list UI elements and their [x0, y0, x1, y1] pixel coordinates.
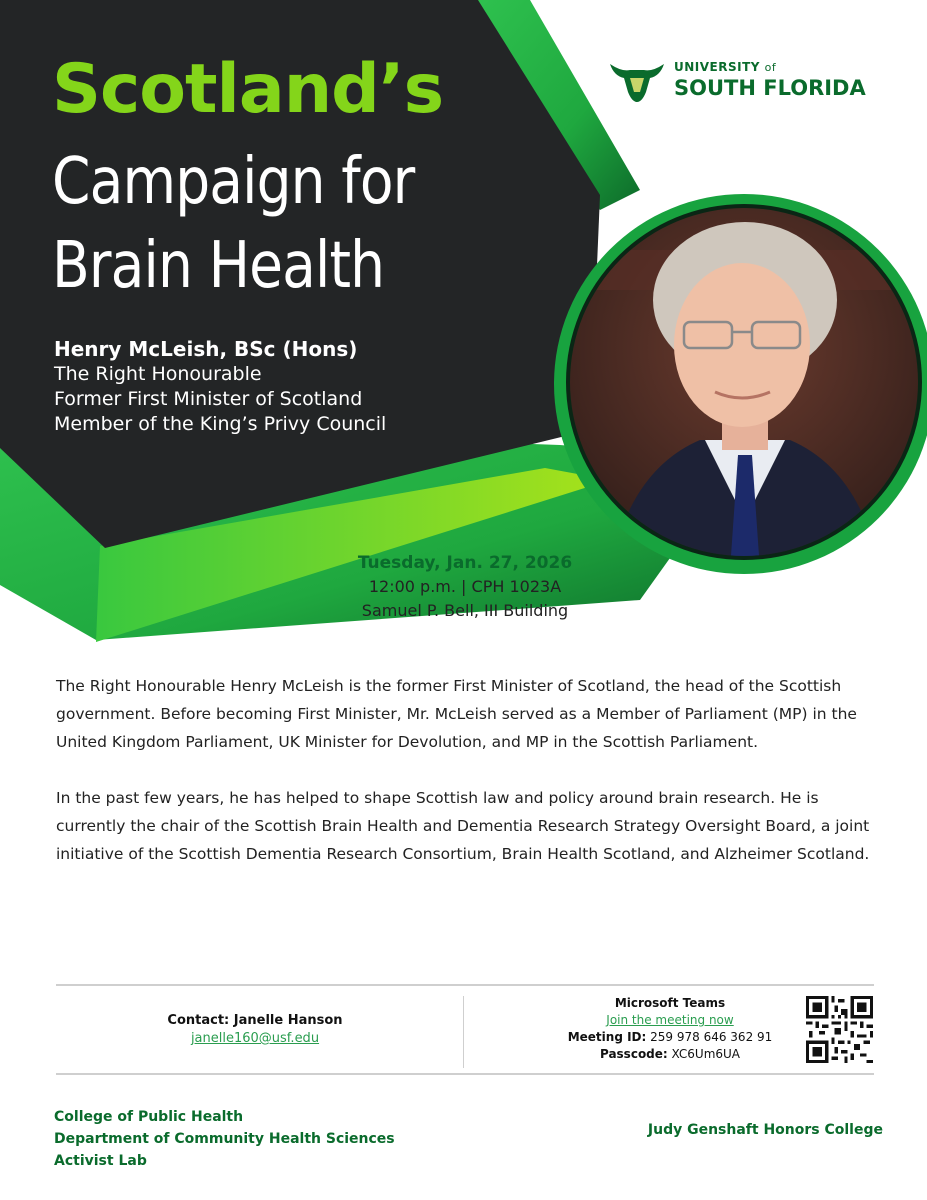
- footer-departments: [54, 1106, 395, 1172]
- bio-paragraph-1: The Right Honourable Henry McLeish is the former First Minister of Scotland, the head of the Scottish government. Before becoming First Minister, Mr. McLeish served as a Member of Parliament (MP) in the United Kingdom Parliament, UK Minister for Devolution, and MP in the Scottish Parliament.: [56, 677, 857, 751]
- title-lines: [52, 140, 414, 308]
- speaker-title-2: Former First Minister of Scotland: [54, 388, 363, 410]
- footer-lab: Activist Lab: [54, 1153, 147, 1169]
- university-label: UNIVERSITY of: [674, 60, 777, 74]
- meeting-id: 259 978 646 362 91: [650, 1030, 773, 1044]
- speaker-info: [54, 336, 386, 437]
- footer-college: College of Public Health: [54, 1109, 244, 1125]
- qr-code[interactable]: [806, 996, 873, 1063]
- footer-honors-college: Judy Genshaft Honors College: [647, 1122, 883, 1138]
- speaker-title-3: Member of the King’s Privy Council: [54, 413, 387, 435]
- bio-paragraph-2: In the past few years, he has helped to shape Scottish law and policy around brain research. He is currently the chair of the Scottish Brain Health and Dementia Research Strategy Oversight Board, a joint initiative of the Scottish Dementia Research Consortium, Brain Health Scotland, and Alzheimer Scotland.: [56, 789, 870, 863]
- speaker-name: Henry McLeish, BSc (Hons): [54, 337, 358, 361]
- info-bottom-divider: [56, 1073, 874, 1075]
- contact-email-link[interactable]: janelle160@usf.edu: [190, 1031, 320, 1046]
- passcode: XC6Um6UA: [671, 1047, 741, 1061]
- footer-department: Department of Community Health Sciences: [54, 1131, 395, 1147]
- join-meeting-link[interactable]: Join the meeting now: [606, 1013, 734, 1027]
- usf-logo: [608, 56, 870, 106]
- title-line-2: Campaign for: [52, 145, 415, 219]
- event-building: Samuel P. Bell, III Building: [361, 601, 569, 620]
- passcode-row: Passcode: XC6Um6UA: [599, 1047, 741, 1061]
- teams-info: [560, 995, 780, 1063]
- event-time-room: 12:00 p.m. | CPH 1023A: [368, 577, 562, 596]
- teams-title: Microsoft Teams: [614, 996, 726, 1010]
- event-date: Tuesday, Jan. 27, 2026: [357, 553, 573, 573]
- meeting-id-row: Meeting ID: 259 978 646 362 91: [567, 1030, 773, 1044]
- title-line-1: Scotland’s: [52, 50, 444, 129]
- university-name: SOUTH FLORIDA: [674, 76, 866, 100]
- bio-text: [56, 672, 876, 896]
- bull-icon: [608, 58, 666, 104]
- title-line-3: Brain Health: [52, 229, 385, 303]
- contact-label: Contact: Janelle Hanson: [167, 1013, 343, 1028]
- contact-info: [150, 1012, 360, 1048]
- info-vertical-divider: [463, 996, 464, 1068]
- info-top-divider: [56, 984, 874, 986]
- speaker-title-1: The Right Honourable: [54, 363, 262, 385]
- event-details: [330, 551, 600, 623]
